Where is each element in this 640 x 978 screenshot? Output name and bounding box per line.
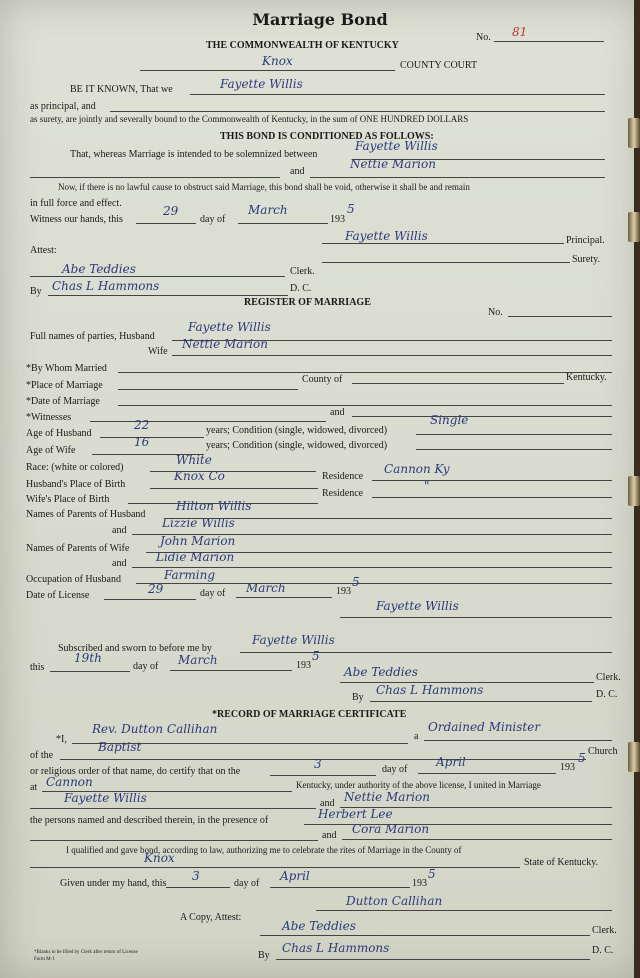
marriage-year-prefix: 193	[560, 762, 575, 773]
kentucky-label: Kentucky.	[566, 372, 607, 383]
subscriber-name: Fayette Willis	[252, 633, 335, 647]
witness-continuation-line	[30, 840, 318, 841]
register-by-label: By	[352, 692, 364, 703]
wife-label: Wife	[148, 346, 168, 357]
whereas-text: That, whereas Marriage is intended to be solemnized between	[70, 149, 318, 160]
sworn-year-digit: 5	[312, 649, 320, 663]
bond-number-line	[494, 41, 604, 42]
final-dc-label: D. C.	[592, 945, 614, 956]
year-prefix: 193	[330, 214, 345, 225]
county-value: Knox	[262, 54, 293, 68]
given-day: 3	[192, 869, 200, 883]
county-of-label: County of	[302, 374, 343, 385]
license-year-digit: 5	[352, 575, 360, 589]
dc-label: D. C.	[290, 283, 312, 294]
now-if-text: Now, if there is no lawful cause to obstruct said Marriage, this bond shall be void, otherwise it shall be and remain	[58, 182, 470, 192]
husband-residence-label: Residence	[322, 471, 364, 482]
given-day-of: day of	[234, 878, 260, 889]
final-clerk-signature: Abe Teddies	[282, 919, 356, 933]
register-heading: REGISTER OF MARRIAGE	[244, 297, 371, 308]
marriage-day-line	[270, 775, 376, 776]
minister-signature-line	[316, 910, 612, 911]
final-dc-signature: Chas L Hammons	[282, 941, 390, 955]
surety-name-line	[110, 111, 605, 112]
state-label: State of Kentucky.	[524, 857, 599, 868]
certificate-witness1: Herbert Lee	[318, 807, 393, 821]
wife-residence-line	[372, 497, 612, 498]
officiant-name: Rev. Dutton Callihan	[92, 722, 218, 736]
conditioned-heading: THIS BOND IS CONDITIONED AS FOLLOWS:	[220, 131, 434, 142]
principal-signature-line	[322, 243, 564, 244]
sworn-day-line	[50, 671, 130, 672]
wife-name: Nettie Marion	[182, 337, 268, 351]
sworn-year-prefix: 193	[296, 660, 311, 671]
clerk-signature: Abe Teddies	[62, 262, 136, 276]
kentucky-under-text: Kentucky, under authority of the above license, I united in Marriage	[296, 780, 541, 790]
wife-father: John Marion	[160, 534, 236, 548]
surety-label: Surety.	[572, 254, 600, 265]
commonwealth-heading: THE COMMONWEALTH OF KENTUCKY	[206, 40, 399, 51]
given-year-prefix: 193	[412, 878, 427, 889]
copy-attest-label: A Copy, Attest:	[180, 912, 242, 923]
applicant-signature: Fayette Willis	[376, 599, 459, 613]
county-court-label: COUNTY COURT	[400, 60, 478, 71]
sworn-month: March	[178, 653, 218, 667]
full-force-text: in full force and effect.	[30, 198, 122, 209]
date-label: *Date of Marriage	[26, 396, 100, 407]
principal-line	[190, 94, 605, 95]
register-dc-label: D. C.	[596, 689, 618, 700]
county-of-line	[352, 383, 564, 384]
witness-and-label: and	[322, 830, 337, 841]
binder-clip	[628, 118, 640, 148]
subscribed-label: Subscribed and sworn to before me by	[58, 643, 212, 654]
register-number-label: No.	[488, 307, 503, 318]
persons-named-text: the persons named and described therein, in the presence of	[30, 815, 269, 826]
register-clerk-signature: Abe Teddies	[344, 665, 418, 679]
at-label: at	[30, 782, 38, 793]
surety-text: as surety, are jointly and severally bound to the Commonwealth of Kentucky, in the sum of ONE HUNDRED DOLLARS	[30, 114, 469, 124]
condition-label-husband: years; Condition (single, widowed, divorced)	[206, 425, 388, 436]
groom-line	[30, 808, 316, 809]
subscriber-line	[240, 652, 612, 653]
be-it-known-text: BE IT KNOWN, That we	[70, 84, 173, 95]
register-dc-signature: Chas L Hammons	[376, 683, 484, 697]
husband-residence: Cannon Ky	[384, 462, 450, 476]
witness-year-digit: 5	[347, 202, 355, 216]
license-month-line	[236, 597, 332, 598]
place-at: Cannon	[46, 775, 93, 789]
and-label: and	[290, 166, 305, 177]
parents-wife-and: and	[112, 558, 127, 569]
document-title: Marriage Bond	[252, 10, 388, 29]
parents-husband-and: and	[112, 525, 127, 536]
qualified-text: I qualified and gave bond, according to law, authorizing me to celebrate the rites of Marriage in the County of	[66, 845, 462, 855]
form-number: Form M-1	[34, 957, 55, 962]
wife-name-line	[172, 355, 612, 356]
final-by-label: By	[258, 950, 270, 961]
witness2-cert-line	[342, 839, 612, 840]
full-names-label: Full names of parties, Husband	[30, 331, 155, 342]
county-line	[140, 70, 395, 71]
witness-day-line	[136, 223, 196, 224]
husband-condition: Single	[430, 413, 469, 427]
date-line	[118, 405, 612, 406]
license-day: 29	[148, 582, 164, 596]
occupation-value: Farming	[164, 568, 216, 582]
groom-name: Fayette Willis	[64, 791, 147, 805]
clerk-line	[30, 276, 285, 277]
certificate-i-label: *I,	[56, 734, 67, 745]
surety-signature-line	[322, 262, 570, 263]
license-month: March	[246, 581, 286, 595]
husband-name: Fayette Willis	[188, 320, 271, 334]
county-cert-line	[30, 867, 520, 868]
wife-residence: "	[424, 479, 430, 493]
age-husband-line	[100, 437, 204, 438]
given-month-line	[270, 887, 410, 888]
binder-clip	[628, 212, 640, 242]
husband-residence-line	[372, 480, 612, 481]
bond-number-value: 81	[512, 25, 528, 39]
wife-birth-label: Wife's Place of Birth	[26, 494, 110, 505]
certificate-witness2: Cora Marion	[352, 822, 430, 836]
witness-day: 29	[163, 204, 179, 218]
by-whom-line	[118, 372, 612, 373]
church-name: Baptist	[98, 740, 142, 754]
license-day-line	[104, 599, 196, 600]
husband-father: Hilton Willis	[176, 499, 252, 513]
witnesses-label: *Witnesses	[26, 412, 72, 423]
party2-line	[310, 177, 605, 178]
party-continuation-line	[30, 177, 280, 178]
wife-mother: Lidie Marion	[156, 550, 235, 564]
race-value: White	[176, 453, 212, 467]
as-principal-text: as principal, and	[30, 101, 96, 112]
bride-name: Nettie Marion	[344, 790, 430, 804]
officiant-title: Ordained Minister	[428, 720, 541, 734]
race-label: Race: (white or colored)	[26, 462, 124, 473]
of-the-label: of the	[30, 750, 54, 761]
party2-name: Nettie Marion	[350, 157, 436, 171]
sworn-this-label: this	[30, 662, 45, 673]
wife-residence-label: Residence	[322, 488, 364, 499]
marriage-day-of: day of	[382, 764, 408, 775]
condition-label-wife: years; Condition (single, widowed, divorced)	[206, 440, 388, 451]
occupation-label: Occupation of Husband	[26, 574, 121, 585]
binder-clip	[628, 476, 640, 506]
husband-mother: Lizzie Willis	[162, 516, 235, 530]
final-clerk-line	[260, 935, 590, 936]
given-month: April	[280, 869, 310, 883]
place-line	[118, 389, 298, 390]
given-label: Given under my hand, this	[60, 878, 167, 889]
witness-label: Witness our hands, this	[30, 214, 123, 225]
register-dc-line	[370, 701, 592, 702]
wife-condition-line	[416, 449, 612, 450]
officiant-a-label: a	[414, 731, 419, 742]
sworn-day-of: day of	[133, 661, 159, 672]
license-label: Date of License	[26, 590, 90, 601]
bond-number-label: No.	[476, 32, 491, 43]
parents-wife-label: Names of Parents of Wife	[26, 543, 130, 554]
license-year-prefix: 193	[336, 586, 351, 597]
license-day-of: day of	[200, 588, 226, 599]
given-year-digit: 5	[428, 867, 436, 881]
given-day-line	[166, 887, 230, 888]
husband-birth-label: Husband's Place of Birth	[26, 479, 126, 490]
marriage-day: 3	[314, 757, 322, 771]
church-label: Church	[588, 746, 618, 757]
witness-month: March	[248, 203, 288, 217]
attest-label: Attest:	[30, 245, 57, 256]
by-whom-label: *By Whom Married	[26, 363, 107, 374]
marriage-year-digit: 5	[578, 751, 586, 765]
dc-signature: Chas L Hammons	[52, 279, 160, 293]
parents-husband-label: Names of Parents of Husband	[26, 509, 146, 520]
husband-condition-line	[416, 434, 612, 435]
marriage-month-line	[418, 773, 556, 774]
principal-signature: Fayette Willis	[345, 229, 428, 243]
principal-name: Fayette Willis	[220, 77, 303, 91]
minister-signature: Dutton Callihan	[346, 894, 443, 908]
witnesses-and-label: and	[330, 407, 345, 418]
clerk-label: Clerk.	[290, 266, 315, 277]
religious-order-text: or religious order of that name, do certify that on the	[30, 766, 241, 777]
sworn-day: 19th	[74, 651, 102, 665]
witness1-cert-line	[304, 824, 612, 825]
by-label: By	[30, 286, 42, 297]
final-clerk-label: Clerk.	[592, 925, 617, 936]
footnote-text: *Blanks to be filled by Clerk after return of License	[34, 950, 138, 955]
binder-clip	[628, 742, 640, 772]
sworn-month-line	[170, 670, 292, 671]
principal-label: Principal.	[566, 235, 605, 246]
certificate-heading: *RECORD OF MARRIAGE CERTIFICATE	[212, 709, 407, 720]
husband-birth-line	[150, 488, 318, 489]
register-number-line	[508, 316, 612, 317]
day-of-label: day of	[200, 214, 226, 225]
occupation-line	[136, 583, 612, 584]
final-dc-line	[276, 959, 590, 960]
witness2-line	[352, 416, 612, 417]
age-wife: 16	[134, 435, 150, 449]
dc-line	[48, 295, 288, 296]
witness-month-line	[238, 223, 328, 224]
marriage-month: April	[436, 755, 466, 769]
husband-birth: Knox Co	[174, 469, 225, 483]
applicant-signature-line	[340, 617, 612, 618]
officiant-title-line	[424, 740, 612, 741]
age-husband-label: Age of Husband	[26, 428, 92, 439]
groom-and-label: and	[320, 798, 335, 809]
age-husband: 22	[134, 418, 150, 432]
witness1-line	[90, 421, 326, 422]
party1-name: Fayette Willis	[355, 139, 438, 153]
register-clerk-label: Clerk.	[596, 672, 621, 683]
place-label: *Place of Marriage	[26, 380, 103, 391]
church-line	[60, 759, 586, 760]
age-wife-label: Age of Wife	[26, 445, 76, 456]
certificate-county: Knox	[144, 851, 175, 865]
